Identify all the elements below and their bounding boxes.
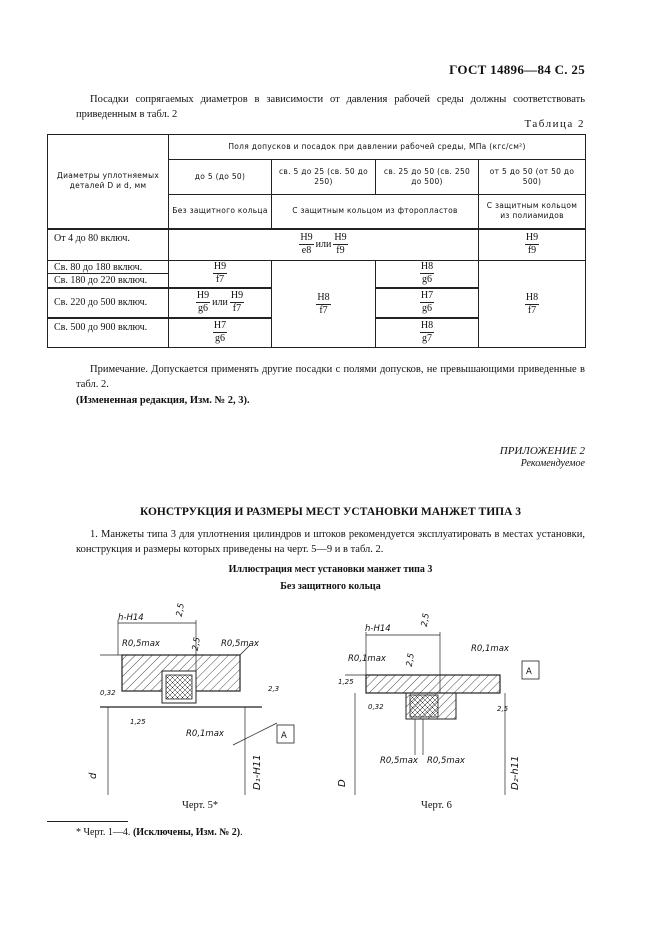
header-ring-polyamide: С защитным кольцом из полиамидов	[479, 195, 586, 229]
table-caption: Таблица 2	[524, 118, 585, 130]
row-range-3: Св. 180 до 220 включ.	[48, 274, 169, 288]
d6-dim-c: 2,5	[497, 705, 509, 713]
d5-radius-b: R0,5max	[221, 639, 259, 649]
appendix-subtitle: Рекомендуемое	[520, 458, 585, 469]
drawing-5	[88, 602, 294, 795]
fit-fraction: $\frac{H9}{f9}$	[334, 232, 347, 257]
cell-fit-polyamide	[479, 261, 586, 348]
header-pressure-4: от 5 до 50 (от 50 до 500)	[479, 160, 586, 195]
cell-fit-r1-polyamide	[479, 229, 586, 261]
d5-diam-d: d	[88, 772, 99, 779]
cell-fit-r2	[169, 261, 272, 288]
fit-fraction: $\frac{H9}{e8}$	[300, 232, 313, 257]
d6-dim-a: 2,5	[419, 612, 432, 628]
fit-fraction: $\frac{H9}{f7}$	[213, 261, 227, 286]
header-fields: Поля допусков и посадок при давлении рабочей среды, МПа (кгс/см²)	[169, 135, 586, 160]
row-range-1: От 4 до 80 включ.	[48, 229, 169, 261]
d6-roughness-b: 0,32	[368, 703, 384, 711]
section-title: КОНСТРУКЦИЯ И РАЗМЕРЫ МЕСТ УСТАНОВКИ МАНЖЕТ ТИПА 3	[139, 506, 522, 518]
illustration-subtitle: Без защитного кольца	[280, 581, 381, 592]
table-2	[47, 134, 586, 348]
d6-roughness-a: 1,25	[338, 678, 354, 686]
d5-dim-b: 2,5	[190, 636, 203, 652]
header-ring-none: Без защитного кольца	[169, 195, 272, 229]
header-diameters: Диаметры уплотняемых деталей D и d, мм	[48, 135, 169, 229]
fit-fraction: $\frac{H8}{f7}$	[525, 291, 539, 316]
cell-fit-r4-25-50	[376, 288, 479, 318]
cell-fit-r5	[169, 318, 272, 348]
fit-fraction: $\frac{H9}{g6}$	[196, 290, 210, 314]
d5-radius-c: R0,1max	[186, 729, 224, 739]
cell-fit-r5-25-50	[376, 318, 479, 348]
d6-radius-c: R0,5max	[380, 756, 418, 766]
d6-datum: A	[526, 667, 532, 677]
illustration-title: Иллюстрация мест установки манжет типа 3	[228, 564, 433, 575]
header-pressure-1: до 5 (до 50)	[169, 160, 272, 195]
d5-datum: A	[281, 731, 287, 741]
drawing-6	[337, 612, 539, 795]
d6-dim-b: 2,5	[404, 652, 417, 668]
footnote-divider	[47, 821, 128, 822]
d5-radius-a: R0,5max	[122, 639, 160, 649]
header-pressure-2: св. 5 до 25 (св. 50 до 250)	[272, 160, 376, 195]
intro-paragraph: Посадки сопрягаемых диаметров в зависимости от давления рабочей среды должны соответствовать приведенным в табл. 2	[76, 94, 585, 120]
row-range-5: Св. 500 до 900 включ.	[48, 318, 169, 348]
d5-h: h-H14	[118, 613, 144, 623]
d5-roughness-b: 1,25	[130, 718, 146, 726]
cell-fit-r2-25-50	[376, 261, 479, 288]
fit-fraction: $\frac{H8}{f7}$	[317, 291, 330, 316]
d5-diam-D1: D₁-H11	[252, 754, 263, 790]
row-range-2: Св. 80 до 180 включ.	[48, 261, 169, 274]
amendment-note: (Измененная редакция, Изм. № 2, 3).	[76, 395, 250, 406]
d6-h: h-H14	[365, 624, 391, 634]
cell-fit-r4: $\frac{H9}{g6}$ или $\frac{H9}{f7}$	[169, 288, 272, 318]
drawing-5-caption: Черт. 5*	[182, 800, 219, 811]
fit-fraction: $\frac{H9}{f7}$	[230, 290, 244, 314]
cell-fit-r1: $\frac{H9}{e8}$ или $\frac{H9}{f9}$	[169, 229, 479, 261]
fit-fraction: $\frac{H8}{g7}$	[420, 320, 434, 345]
section-paragraph-1: 1. Манжеты типа 3 для уплотнения цилиндров и штоков рекомендуется эксплуатировать в местах установки, конструкция и размеры которых приведены на черт. 5—9 и в табл. 2.	[76, 529, 585, 555]
d5-dim-c: 2,3	[268, 685, 280, 693]
fit-fraction: $\frac{H8}{g6}$	[420, 261, 434, 286]
cell-fit-ptfe-5-25	[272, 261, 376, 348]
d6-diam-D2: D₂-h11	[510, 755, 521, 790]
drawing-6-caption: Черт. 6	[421, 800, 452, 811]
row-range-4: Св. 220 до 500 включ.	[48, 288, 169, 318]
fit-fraction: $\frac{H9}{f9}$	[525, 232, 539, 257]
page-header: ГОСТ 14896—84 С. 25	[449, 62, 585, 77]
fit-fraction: $\frac{H7}{g6}$	[420, 290, 434, 314]
technical-drawings	[0, 595, 661, 795]
header-pressure-3: св. 25 до 50 (св. 250 до 500)	[376, 160, 479, 195]
d6-radius-b: R0,1max	[471, 644, 509, 654]
d5-roughness-a: 0,32	[100, 689, 116, 697]
d6-diam-D: D	[337, 779, 348, 787]
fit-fraction: $\frac{H7}{g6}$	[213, 320, 227, 345]
table-note: Примечание. Допускается применять другие посадки с полями допусков, не превышающими приведенные в табл. 2.	[76, 364, 585, 390]
d6-radius-d: R0,5max	[427, 756, 465, 766]
footnote: * Черт. 1—4. (Исключены, Изм. № 2).	[76, 827, 243, 838]
header-ring-ptfe: С защитным кольцом из фторопластов	[272, 195, 479, 229]
appendix-title: ПРИЛОЖЕНИЕ 2	[499, 445, 585, 457]
d5-dim-a: 2,5	[174, 602, 187, 618]
d6-radius-a: R0,1max	[348, 654, 386, 664]
